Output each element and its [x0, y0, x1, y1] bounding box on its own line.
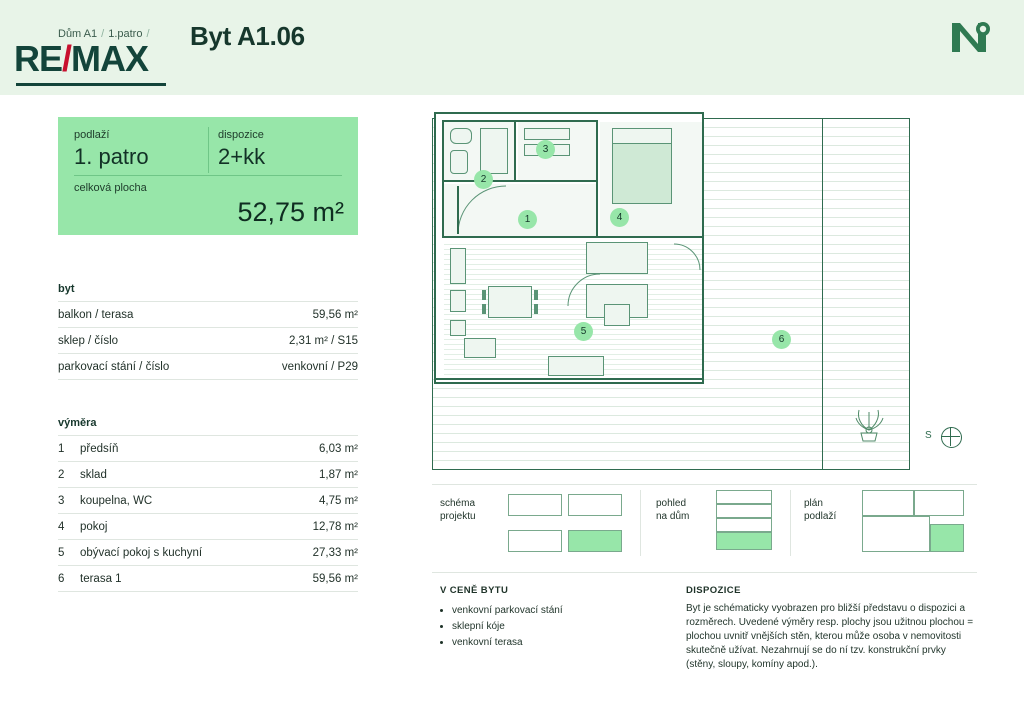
row-key: terasa 1	[80, 573, 122, 585]
table-row	[58, 328, 358, 354]
logo-slash: /	[62, 38, 72, 79]
door-icon-living	[566, 272, 602, 308]
balcony-furniture-icon	[548, 356, 604, 376]
logo-re-text: RE	[14, 38, 63, 79]
mini-separator-bottom	[432, 572, 977, 573]
row-value: venkovní / P29	[281, 361, 358, 373]
scheme-label-line1: schéma	[440, 498, 476, 509]
page-header	[0, 0, 1024, 95]
view-box-3	[716, 518, 772, 532]
row-key: koupelna, WC	[80, 495, 153, 507]
door-icon	[456, 184, 508, 236]
row-key: předsíň	[80, 443, 119, 455]
sink-icon	[450, 128, 472, 144]
row-index: 1	[58, 443, 65, 455]
wall	[596, 120, 598, 238]
floorplan-label-line2: podlaží	[804, 511, 837, 522]
plan-badge-3: 3	[536, 140, 555, 159]
oven-icon	[450, 290, 466, 312]
pillow-icon	[612, 128, 672, 144]
areas-section-heading: výměra	[58, 417, 97, 429]
breadcrumb-separator: /	[101, 28, 105, 40]
layout-value: 2+kk	[218, 144, 266, 169]
scheme-label	[440, 497, 476, 523]
mini-divider-2	[790, 490, 791, 556]
remax-logo	[14, 38, 148, 80]
price-title: V CENĚ BYTU	[440, 585, 509, 596]
shelf-icon	[524, 128, 570, 140]
row-index: 5	[58, 547, 65, 559]
row-key: parkovací stání / číslo	[58, 361, 170, 373]
table-row	[58, 435, 358, 462]
floorplan-box-4-active	[930, 524, 964, 552]
dining-table-icon	[488, 286, 532, 318]
price-list	[440, 603, 563, 651]
view-box-1	[716, 490, 772, 504]
summary-vertical-divider	[208, 127, 209, 173]
shower-icon	[480, 128, 508, 174]
coffee-table-icon	[604, 304, 630, 326]
compass-circle	[941, 427, 962, 448]
wall	[442, 120, 598, 122]
list-item: • venkovní parkovací stání	[452, 603, 563, 619]
summary-divider	[74, 175, 342, 176]
apartment-table	[58, 301, 358, 380]
wall	[442, 180, 598, 182]
chair-icon	[482, 304, 486, 314]
plan-badge-5: 5	[574, 322, 593, 341]
chair-icon	[482, 290, 486, 300]
view-box-2	[716, 504, 772, 518]
wall	[442, 236, 600, 238]
breadcrumb-item-floor: 1.patro	[108, 28, 143, 40]
counter-icon	[450, 320, 466, 336]
toilet-icon	[450, 150, 468, 174]
mini-divider-1	[640, 490, 641, 556]
view-label	[656, 497, 689, 523]
plan-badge-2: 2	[474, 170, 493, 189]
row-key: sklep / číslo	[58, 335, 119, 347]
areas-table	[58, 435, 358, 592]
wall	[600, 236, 702, 238]
table-row	[58, 301, 358, 328]
floorplan-label-line1: plán	[804, 498, 823, 509]
row-value: 59,56 m²	[312, 309, 358, 321]
wall-bottom	[434, 378, 704, 380]
row-key: sklad	[80, 469, 107, 481]
scheme-box-4-active	[568, 530, 622, 552]
scheme-box-2	[568, 494, 622, 516]
breadcrumb-item-building: Dům A1	[58, 28, 98, 40]
compass-icon	[925, 427, 969, 449]
table-row	[58, 540, 358, 566]
total-area-label: celková plocha	[74, 182, 147, 194]
row-key: pokoj	[80, 521, 108, 533]
sofa-icon	[586, 242, 648, 274]
row-index: 2	[58, 469, 65, 481]
layout-title: DISPOZICE	[686, 585, 741, 596]
table-row	[58, 462, 358, 488]
apartment-section-heading: byt	[58, 283, 75, 295]
mini-separator-top	[432, 484, 977, 485]
chair-icon	[534, 304, 538, 314]
row-key: balkon / terasa	[58, 309, 134, 321]
list-item: • sklepní kóje	[452, 619, 563, 635]
plan-badge-6: 6	[772, 330, 791, 349]
wall	[442, 120, 444, 238]
layout-description: Byt je schématicky vyobrazen pro bližší představu o dispozici a rozměrech. Uvedené výměry resp. plochy jsou užitnou plochou = plochou uvnitř vnějších stěn, kterou může osoba v nemovitosti skutečně užívat. Nezahrnují se do ní tzv. konstrukční prvky (stěny, sloupy, komíny apod.).	[686, 603, 974, 670]
row-value: 4,75 m²	[319, 495, 358, 507]
row-value: 1,87 m²	[319, 469, 358, 481]
remax-balloon-icon	[950, 20, 994, 54]
floorplan-box-1	[862, 490, 914, 516]
floorplan-box-3	[862, 516, 930, 552]
breadcrumb-separator-2: /	[146, 28, 150, 40]
row-value: 27,33 m²	[312, 547, 358, 559]
page-title: Byt A1.06	[190, 21, 305, 51]
logo-max-text: MAX	[71, 38, 149, 79]
view-label-line1: pohled	[656, 498, 687, 509]
table-row	[58, 488, 358, 514]
row-index: 6	[58, 573, 65, 585]
scheme-box-3	[508, 530, 562, 552]
chair-icon	[534, 290, 538, 300]
summary-box	[58, 117, 358, 235]
cabinet-icon	[464, 338, 496, 358]
view-box-4-active	[716, 532, 772, 550]
row-index: 3	[58, 495, 65, 507]
row-value: 6,03 m²	[319, 443, 358, 455]
list-item: • venkovní terasa	[452, 635, 563, 651]
row-value: 2,31 m² / S15	[288, 335, 358, 347]
floorplan-box-2	[914, 490, 964, 516]
row-key: obývací pokoj s kuchyní	[80, 547, 203, 559]
wall	[514, 120, 516, 182]
table-row	[58, 514, 358, 540]
compass-label: S	[925, 430, 932, 441]
total-area-value: 52,75 m²	[237, 197, 344, 227]
table-row	[58, 566, 358, 592]
floor-label: podlaží	[74, 129, 110, 141]
floorplan-label	[804, 497, 836, 523]
logo-underline	[16, 83, 166, 86]
row-value: 12,78 m²	[312, 521, 358, 533]
floor-plan	[432, 112, 977, 467]
plan-badge-4: 4	[610, 208, 629, 227]
layout-label: dispozice	[218, 129, 264, 141]
apartment-outline	[434, 112, 704, 384]
scheme-box-1	[508, 494, 562, 516]
floor-value: 1. patro	[74, 144, 149, 169]
row-value: 59,56 m²	[312, 573, 358, 585]
table-row	[58, 354, 358, 380]
plant-icon	[847, 400, 891, 444]
view-label-line2: na dům	[656, 511, 690, 522]
breadcrumb	[58, 28, 154, 40]
plan-badge-1: 1	[518, 210, 537, 229]
fridge-icon	[450, 248, 466, 284]
scheme-label-line2: projektu	[440, 511, 476, 522]
row-index: 4	[58, 521, 65, 533]
compass-cross-vertical	[950, 427, 951, 446]
door-icon-bedroom	[672, 242, 702, 272]
